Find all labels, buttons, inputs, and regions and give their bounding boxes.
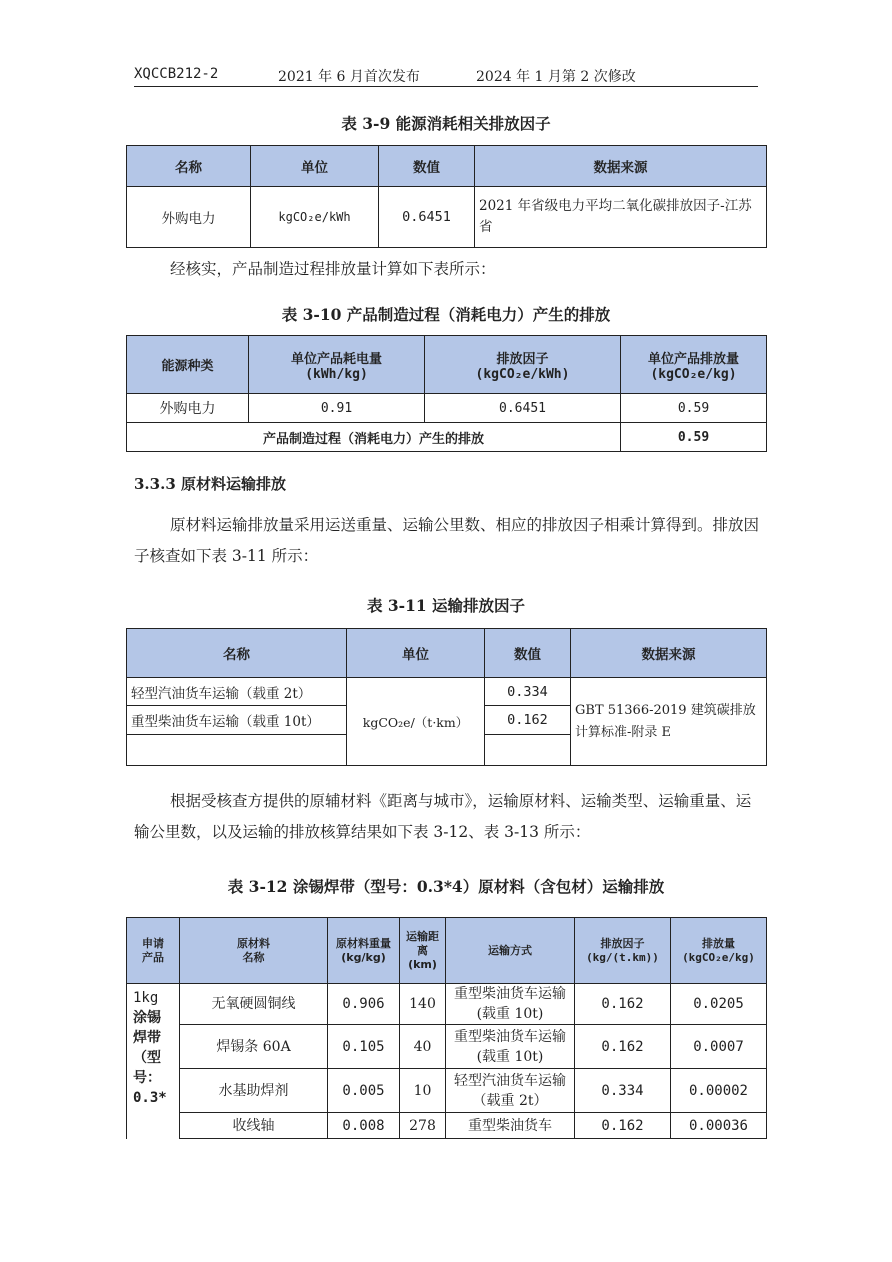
table-header-cell: 原材料 名称 xyxy=(180,918,328,984)
paragraph: 原材料运输排放量采用运送重量、运输公里数、相应的排放因子相乘计算得到。排放因子核查如下表 3-11 所示： xyxy=(134,516,760,565)
table-header-cell: 单位产品排放量 (kgCO₂e/kg) xyxy=(621,336,767,394)
table-3-12-caption: 表 3-12 涂锡焊带（型号：0.3*4）原材料（含包材）运输排放 xyxy=(227,877,665,896)
table-cell: 水基助焊剂 xyxy=(180,1069,328,1113)
table-cell: 0.008 xyxy=(328,1113,400,1139)
table-cell: kgCO₂e/kWh xyxy=(251,187,379,248)
table-cell: 0.005 xyxy=(328,1069,400,1113)
table-cell xyxy=(127,735,347,766)
table-3-10 xyxy=(126,335,767,452)
table-cell: 10 xyxy=(400,1069,446,1113)
table-cell: 0.6451 xyxy=(425,394,621,423)
table-cell: 重型柴油货车运输(载重 10t) xyxy=(446,984,575,1025)
table-cell: 0.00002 xyxy=(671,1069,767,1113)
table-header-cell: 原材料重量 (kg/kg) xyxy=(328,918,400,984)
table-cell: 0.162 xyxy=(485,706,571,735)
table-cell: 重型柴油货车运输(载重 10t) xyxy=(446,1025,575,1069)
table-cell: kgCO₂e/（t·km） xyxy=(347,678,485,766)
table-header-cell: 数值 xyxy=(485,629,571,678)
table-cell xyxy=(485,735,571,766)
table-header-cell: 单位 xyxy=(347,629,485,678)
table-cell: 0.334 xyxy=(575,1069,671,1113)
table-3-9 xyxy=(126,145,767,248)
table-3-12 xyxy=(126,917,767,1139)
table-header-cell: 排放因子 (kg/(t.km)) xyxy=(575,918,671,984)
table-header-cell: 名称 xyxy=(127,146,251,187)
revision-date: 2024 年 1 月第 2 次修改 xyxy=(476,69,636,85)
table-header-cell: 运输距离 (km) xyxy=(400,918,446,984)
paragraph: 根据受核查方提供的原辅材料《距离与城市》，运输原材料、运输类型、运输重量、运输公里数，以及运输的排放核算结果如下表 3-12、表 3-13 所示： xyxy=(134,792,752,841)
table-cell: 0.00036 xyxy=(671,1113,767,1139)
table-3-9-caption: 表 3-9 能源消耗相关排放因子 xyxy=(341,114,551,133)
table-header-cell: 数值 xyxy=(379,146,475,187)
table-cell: 140 xyxy=(400,984,446,1025)
table-3-10-caption: 表 3-10 产品制造过程（消耗电力）产生的排放 xyxy=(281,305,611,324)
first-release-date: 2021 年 6 月首次发布 xyxy=(278,69,420,85)
table-3-11-caption: 表 3-11 运输排放因子 xyxy=(366,596,526,615)
table-cell: 0.162 xyxy=(575,984,671,1025)
table-cell: 40 xyxy=(400,1025,446,1069)
table-cell: 重型柴油货车运输（载重 10t） xyxy=(127,706,347,735)
table-header-cell: 名称 xyxy=(127,629,347,678)
table-cell: 重型柴油货车 xyxy=(446,1113,575,1139)
table-cell: 0.334 xyxy=(485,678,571,706)
table-cell: 收线轴 xyxy=(180,1113,328,1139)
table-cell: 轻型汽油货车运输（载重 2t） xyxy=(127,678,347,706)
table-cell: 0.105 xyxy=(328,1025,400,1069)
table-header-cell: 单位 xyxy=(251,146,379,187)
table-total-value: 0.59 xyxy=(621,423,767,452)
table-cell: 0.162 xyxy=(575,1113,671,1139)
table-cell: 0.162 xyxy=(575,1025,671,1069)
table-cell: 2021 年省级电力平均二氧化碳排放因子-江苏省 xyxy=(475,187,767,248)
table-cell: 无氧硬圆铜线 xyxy=(180,984,328,1025)
table-cell: GBT 51366-2019 建筑碳排放计算标准-附录 E xyxy=(571,678,767,766)
apply-product-cell: 1kg 涂锡 焊带 （型 号： 0.3* xyxy=(127,984,180,1139)
paragraph: 经核实，产品制造过程排放量计算如下表所示： xyxy=(170,260,496,278)
table-cell: 外购电力 xyxy=(127,394,249,423)
table-cell: 0.6451 xyxy=(379,187,475,248)
table-cell: 0.906 xyxy=(328,984,400,1025)
table-header-cell: 申请 产品 xyxy=(127,918,180,984)
table-cell: 278 xyxy=(400,1113,446,1139)
table-header-cell: 单位产品耗电量 (kWh/kg) xyxy=(249,336,425,394)
table-header-cell: 排放因子 (kgCO₂e/kWh) xyxy=(425,336,621,394)
section-heading: 3.3.3 原材料运输排放 xyxy=(134,475,286,493)
table-cell: 0.0205 xyxy=(671,984,767,1025)
table-header-cell: 运输方式 xyxy=(446,918,575,984)
document-code: XQCCB212-2 xyxy=(134,66,219,82)
table-cell: 轻型汽油货车运输（载重 2t） xyxy=(446,1069,575,1113)
table-header-cell: 数据来源 xyxy=(571,629,767,678)
table-header-cell: 数据来源 xyxy=(475,146,767,187)
table-cell: 焊锡条 60A xyxy=(180,1025,328,1069)
table-total-label: 产品制造过程（消耗电力）产生的排放 xyxy=(127,423,621,452)
table-header-cell: 能源种类 xyxy=(127,336,249,394)
page-header xyxy=(134,66,758,87)
table-header-cell: 排放量 (kgCO₂e/kg) xyxy=(671,918,767,984)
table-cell: 外购电力 xyxy=(127,187,251,248)
table-cell: 0.91 xyxy=(249,394,425,423)
table-cell: 0.0007 xyxy=(671,1025,767,1069)
table-cell: 0.59 xyxy=(621,394,767,423)
table-3-11 xyxy=(126,628,767,766)
